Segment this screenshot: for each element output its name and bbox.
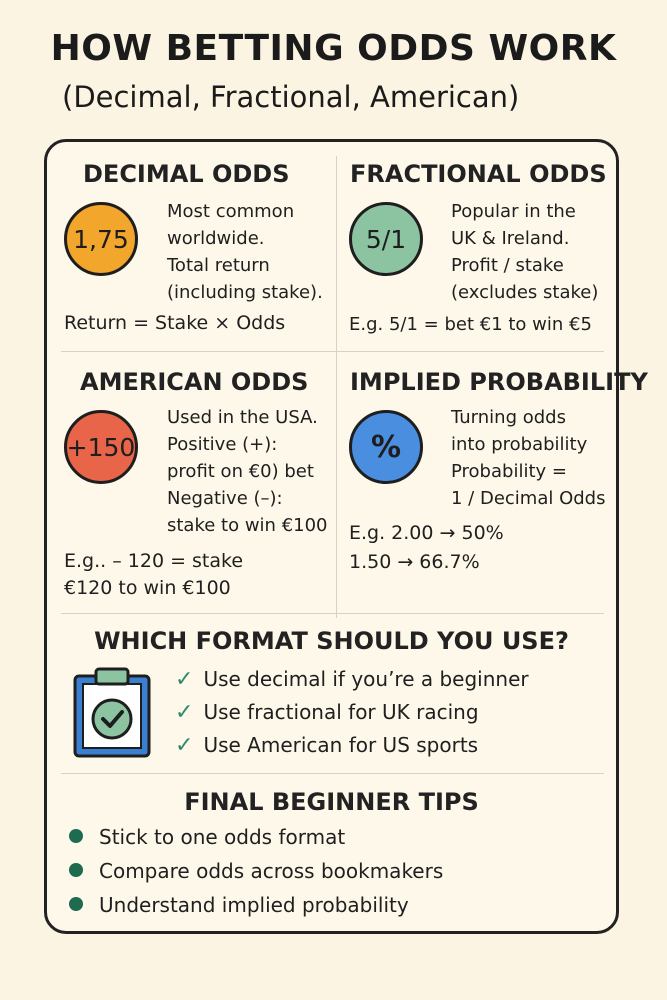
fractional-desc-line: (excludes stake) — [451, 282, 599, 303]
decimal-desc-line: (including stake). — [167, 282, 323, 303]
percent-icon: % — [370, 429, 402, 465]
tip-item — [69, 859, 443, 883]
decimal-desc-line: Most common — [167, 201, 295, 222]
fractional-badge — [349, 202, 423, 276]
american-description — [167, 404, 328, 539]
format-item — [175, 700, 479, 725]
tips-section-title: FINAL BEGINNER TIPS — [184, 788, 479, 816]
american-example-line-1: E.g.. – 120 = stake — [64, 550, 244, 572]
implied-example-line-1: E.g. 2.00 → 50% — [349, 522, 504, 544]
fractional-odds-title: FRACTIONAL ODDS — [350, 160, 607, 188]
implied-desc-line: Probability = — [451, 461, 567, 482]
tip-item-label: Understand implied probability — [99, 893, 409, 917]
decimal-badge-text: 1,75 — [73, 224, 129, 254]
decimal-desc-line: Total return — [167, 255, 270, 276]
american-example-line-2: €120 to win €100 — [64, 577, 231, 599]
vertical-divider — [336, 156, 337, 618]
divider-format-tips — [61, 773, 604, 774]
decimal-desc-line: worldwide. — [167, 228, 265, 249]
clipboard-check-icon — [71, 666, 153, 760]
divider-middle — [61, 613, 604, 614]
fractional-desc-line: Popular in the — [451, 201, 576, 222]
format-item-label: Use decimal if you’re a beginner — [203, 667, 529, 691]
american-badge-text: +150 — [66, 432, 136, 462]
american-odds-title: AMERICAN ODDS — [80, 368, 309, 396]
decimal-badge — [64, 202, 138, 276]
format-item-label: Use American for US sports — [203, 733, 479, 757]
implied-desc-line: 1 / Decimal Odds — [451, 488, 606, 509]
divider-top-sections — [61, 351, 604, 352]
fractional-desc-line: UK & Ireland. — [451, 228, 570, 249]
page-subtitle: (Decimal, Fractional, American) — [62, 80, 520, 114]
tip-item-label: Compare odds across bookmakers — [99, 859, 444, 883]
bullet-icon — [69, 829, 83, 843]
fractional-badge-text: 5/1 — [365, 224, 407, 254]
decimal-formula: Return = Stake × Odds — [64, 312, 286, 334]
format-section-title: WHICH FORMAT SHOULD YOU USE? — [94, 627, 569, 655]
american-desc-line: Used in the USA. — [167, 407, 318, 428]
check-icon: ✓ — [175, 700, 194, 725]
implied-probability-title: IMPLIED PROBABILITY — [350, 368, 648, 396]
american-desc-line: stake to win €100 — [167, 515, 328, 536]
format-item — [175, 733, 478, 758]
format-item-label: Use fractional for UK racing — [203, 700, 479, 724]
percent-badge — [349, 410, 423, 484]
tip-item-label: Stick to one odds format — [99, 825, 346, 849]
format-item — [175, 667, 529, 692]
bullet-icon — [69, 863, 83, 877]
tip-item — [69, 825, 345, 849]
implied-description — [451, 404, 605, 512]
american-desc-line: Negative (–): — [167, 488, 283, 509]
check-icon: ✓ — [175, 733, 194, 758]
fractional-desc-line: Profit / stake — [451, 255, 564, 276]
american-desc-line: profit on €0) bet — [167, 461, 314, 482]
fractional-example: E.g. 5/1 = bet €1 to win €5 — [349, 314, 592, 335]
check-icon: ✓ — [175, 667, 194, 692]
decimal-odds-title: DECIMAL ODDS — [83, 160, 290, 188]
american-badge — [64, 410, 138, 484]
info-card — [44, 139, 648, 934]
bullet-icon — [69, 897, 83, 911]
american-desc-line: Positive (+): — [167, 434, 278, 455]
implied-desc-line: Turning odds — [451, 407, 566, 428]
implied-example-line-2: 1.50 → 66.7% — [349, 551, 480, 573]
page-title: HOW BETTING ODDS WORK — [50, 28, 617, 69]
decimal-description — [167, 198, 323, 306]
implied-desc-line: into probability — [451, 434, 588, 455]
fractional-description — [451, 198, 598, 306]
tip-item — [69, 893, 409, 917]
